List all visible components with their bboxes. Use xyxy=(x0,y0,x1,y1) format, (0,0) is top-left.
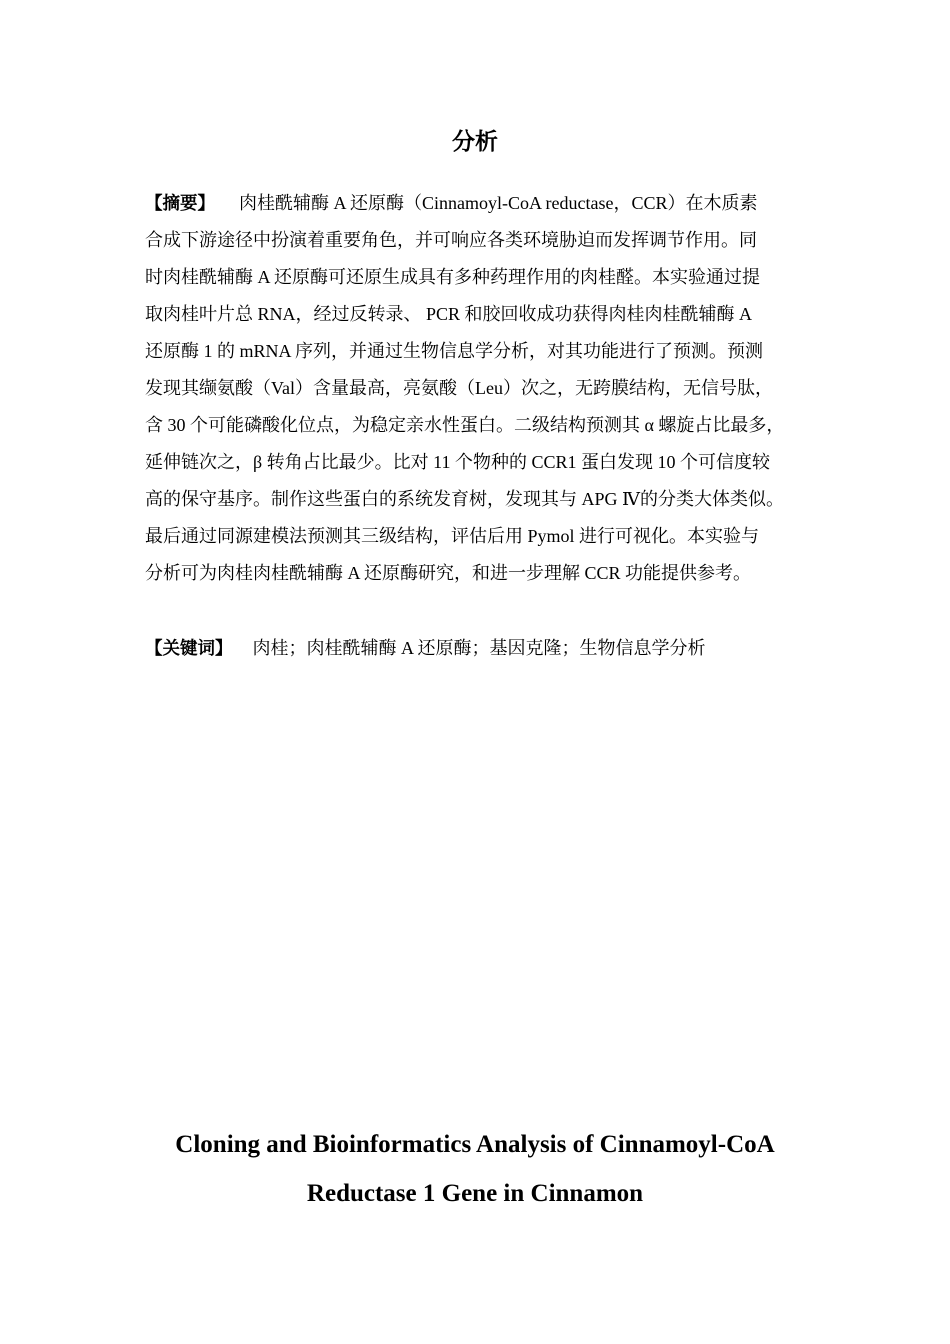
keywords-line xyxy=(145,630,825,667)
abstract-line: 合成下游途径中扮演着重要角色，并可响应各类环境胁迫而发挥调节作用。同 xyxy=(145,230,757,250)
abstract-line: 取肉桂叶片总 RNA，经过反转录、 PCR 和胶回收成功获得肉桂肉桂酰辅酶 A xyxy=(145,304,753,324)
abstract-line: 延伸链次之，β 转角占比最少。比对 11 个物种的 CCR1 蛋白发现 10 个可信度较 xyxy=(145,452,771,472)
abstract-line: 含 30 个可能磷酸化位点，为稳定亲水性蛋白。二级结构预测其 α 螺旋占比最多， xyxy=(145,415,785,435)
abstract-line: 发现其缬氨酸（Val）含量最高，亮氨酸（Leu）次之，无跨膜结构，无信号肽， xyxy=(145,378,773,398)
abstract-line: 还原酶 1 的 mRNA 序列，并通过生物信息学分析，对其功能进行了预测。预测 xyxy=(145,341,764,361)
abstract-line: 分析可为肉桂肉桂酰辅酶 A 还原酶研究，和进一步理解 CCR 功能提供参考。 xyxy=(145,563,752,583)
english-title-line-2: Reductase 1 Gene in Cinnamon xyxy=(306,1180,644,1207)
english-title xyxy=(0,1120,950,1218)
abstract-line xyxy=(145,185,825,222)
abstract-line: 时肉桂酰辅酶 A 还原酶可还原生成具有多种药理作用的肉桂醛。本实验通过提 xyxy=(145,267,761,287)
abstract-line: 最后通过同源建模法预测其三级结构，评估后用 Pymol 进行可视化。本实验与 xyxy=(145,526,760,546)
abstract-label: 【摘要】 xyxy=(145,194,215,214)
keywords-section xyxy=(145,630,825,667)
abstract-text: 肉桂酰辅酶 A 还原酶（Cinnamoyl-CoA reductase，CCR）在木质素 xyxy=(239,193,758,213)
keywords-label: 【关键词】 xyxy=(145,639,233,659)
abstract-section xyxy=(145,185,825,592)
chinese-title: 分析 xyxy=(452,129,498,155)
abstract-line: 高的保守基序。制作这些蛋白的系统发育树，发现其与 APG Ⅳ的分类大体类似。 xyxy=(145,489,784,509)
keywords-text: 肉桂；肉桂酰辅酶 A 还原酶；基因克隆；生物信息学分析 xyxy=(252,638,706,658)
english-title-line-1: Cloning and Bioinformatics Analysis of Cinnamoyl-CoA xyxy=(175,1131,775,1158)
